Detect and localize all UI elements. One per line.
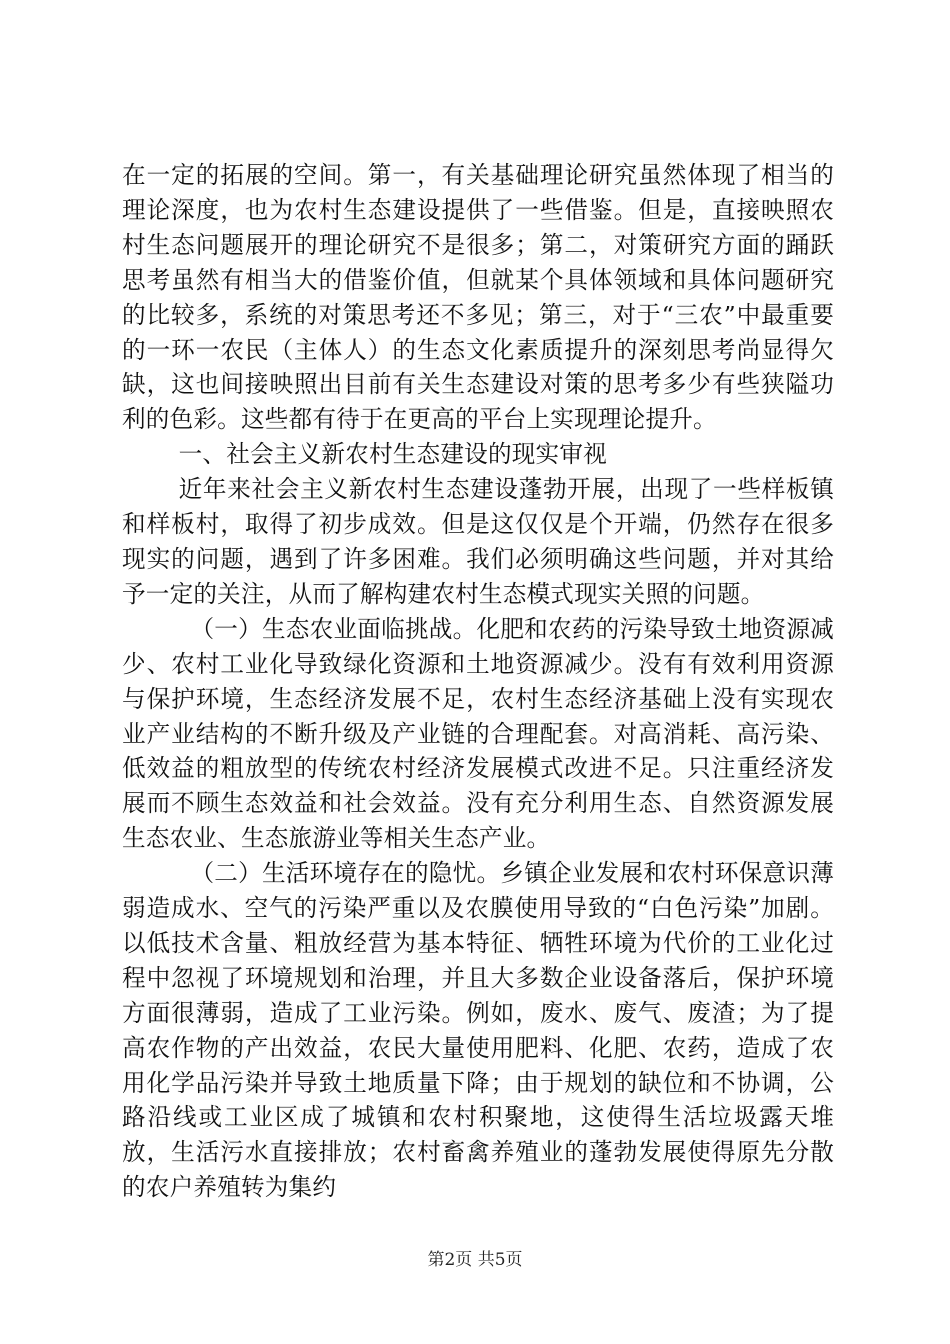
paragraph-section-intro: 近年来社会主义新农村生态建设蓬勃开展，出现了一些样板镇和样板村，取得了初步成效。但是这仅仅是个开端，仍然存在很多现实的问题，遇到了许多困难。我们必须明确这些问题，并对其给予一定的关注，从而了解构建农村生态模式现实关照的问题。 <box>122 475 834 608</box>
document-body <box>122 158 834 1205</box>
paragraph-subsection-2: （二）生活环境存在的隐忧。乡镇企业发展和农村环保意识薄弱造成水、空气的污染严重以及农膜使用导致的“白色污染”加剧。以低技术含量、粗放经营为基本特征、牺牲环境为代价的工业化过程中忽视了环境规划和治理，并且大多数企业设备落后，保护环境方面很薄弱，造成了工业污染。例如，废水、废气、废渣；为了提高农作物的产出效益，农民大量使用肥料、化肥、农药，造成了农用化学品污染并导致土地质量下降；由于规划的缺位和不协调，公路沿线或工业区成了城镇和农村积聚地，这使得生活垃圾露天堆放，生活污水直接排放；农村畜禽养殖业的蓬勃发展使得原先分散的农户养殖转为集约 <box>122 859 834 1202</box>
paragraph-subsection-1: （一）生态农业面临挑战。化肥和农药的污染导致土地资源减少、农村工业化导致绿化资源和土地资源减少。没有有效利用资源与保护环境，生态经济发展不足，农村生态经济基础上没有实现农业产业结构的不断升级及产业链的合理配套。对高消耗、高污染、低效益的粗放型的传统农村经济发展模式改进不足。只注重经济发展而不顾生态效益和社会效益。没有充分利用生态、自然资源发展生态农业、生态旅游业等相关生态产业。 <box>122 614 834 853</box>
section-heading: 一、社会主义新农村生态建设的现实审视 <box>178 440 607 469</box>
page-footer: 第2页 共5页 <box>427 1250 523 1270</box>
paragraph-intro-continuation: 在一定的拓展的空间。第一，有关基础理论研究虽然体现了相当的理论深度，也为农村生态建设提供了一些借鉴。但是，直接映照农村生态问题展开的理论研究不是很多；第二，对策研究方面的踊跃思考虽然有相当大的借鉴价值，但就某个具体领域和具体问题研究的比较多，系统的对策思考还不多见；第三，对于“三农”中最重要的一环一农民（主体人）的生态文化素质提升的深刻思考尚显得欠缺，这也间接映照出目前有关生态建设对策的思考多少有些狭隘功利的色彩。这些都有待于在更高的平台上实现理论提升。 <box>122 161 834 434</box>
